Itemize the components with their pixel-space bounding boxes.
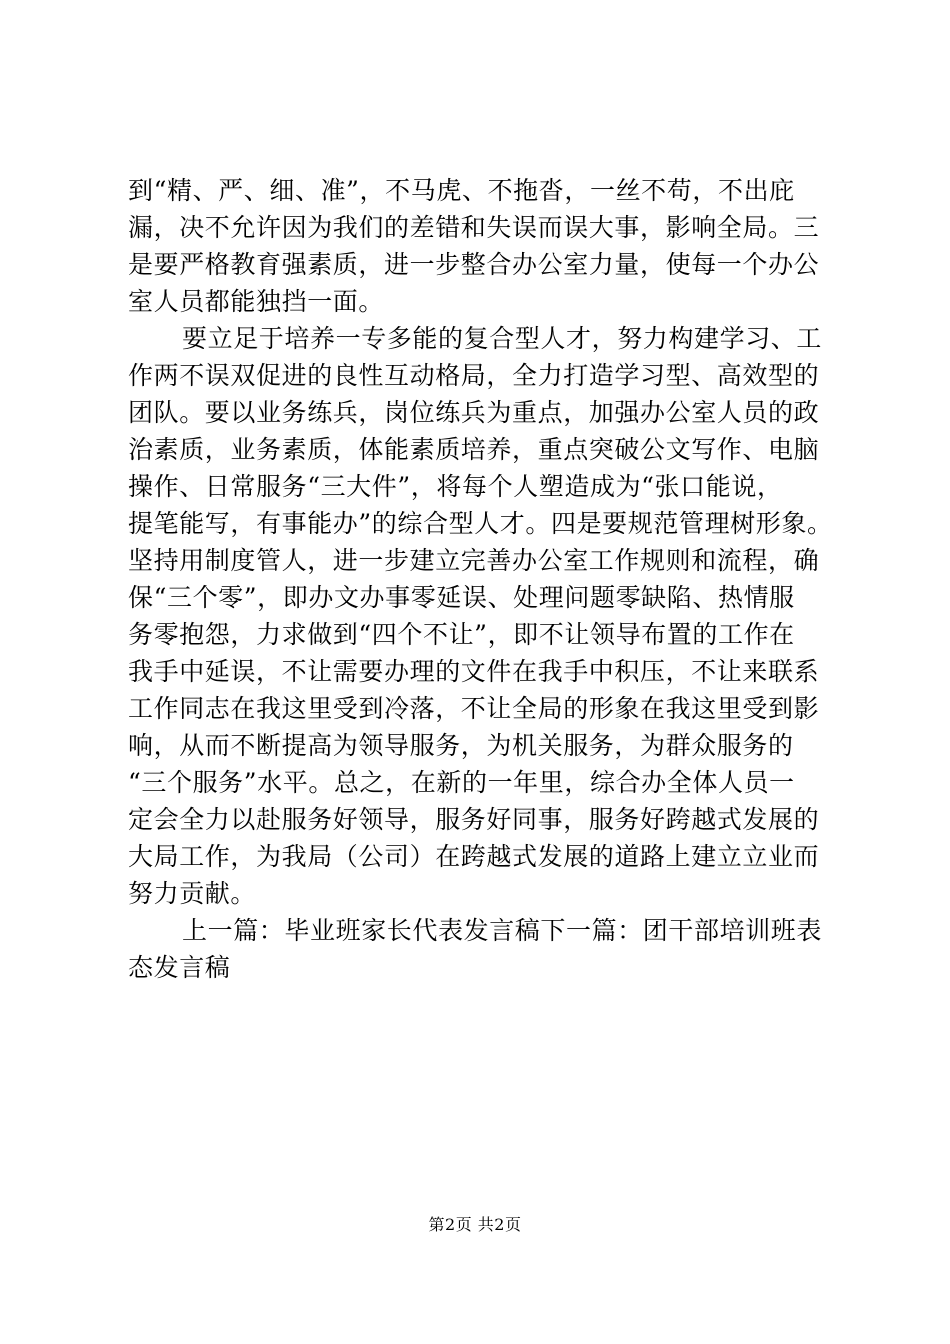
- page-footer: 第2页 共2页: [428, 1215, 522, 1234]
- related-links-line: 态发言稿: [128, 953, 231, 982]
- text-line: 定会全力以赴服务好领导，服务好同事，服务好跨越式发展的: [128, 805, 820, 834]
- text-line: 保“三个零”，即办文办事零延误、处理问题零缺陷、热情服: [128, 583, 795, 612]
- text-line: 室人员都能独挡一面。: [128, 287, 385, 316]
- text-line: 坚持用制度管人，进一步建立完善办公室工作规则和流程，确: [128, 546, 820, 575]
- text-line: 响，从而不断提高为领导服务，为机关服务，为群众服务的: [128, 731, 794, 760]
- text-line: 努力贡献。: [128, 879, 257, 908]
- text-line: 漏，决不允许因为我们的差错和失误而误大事，影响全局。三: [128, 213, 820, 242]
- text-line: 要立足于培养一专多能的复合型人才，努力构建学习、工: [182, 324, 823, 353]
- text-line: 操作、日常服务“三大件”，将每个人塑造成为“张口能说，: [128, 472, 783, 501]
- text-line: 提笔能写，有事能办”的综合型人才。四是要规范管理树形象。: [128, 509, 833, 538]
- text-line: 大局工作，为我局（公司）在跨越式发展的道路上建立立业而: [128, 842, 820, 871]
- document-body: [128, 172, 848, 986]
- text-line: 作两不误双促进的良性互动格局，全力打造学习型、高效型的: [128, 361, 820, 390]
- text-line: 务零抱怨，力求做到“四个不让”，即不让领导布置的工作在: [128, 620, 795, 649]
- text-line: “三个服务”水平。总之，在新的一年里，综合办全体人员一: [128, 768, 795, 797]
- text-line: 我手中延误，不让需要办理的文件在我手中积压，不让来联系: [128, 657, 820, 686]
- related-links-line: 上一篇：毕业班家长代表发言稿下一篇：团干部培训班表: [182, 916, 823, 945]
- text-line: 是要严格教育强素质，进一步整合办公室力量，使每一个办公: [128, 250, 820, 279]
- text-line: 治素质，业务素质，体能素质培养，重点突破公文写作、电脑: [128, 435, 820, 464]
- text-line: 团队。要以业务练兵，岗位练兵为重点，加强办公室人员的政: [128, 398, 820, 427]
- text-line: 到“精、严、细、准”，不马虎、不拖沓，一丝不苟，不出庇: [128, 176, 795, 205]
- text-line: 工作同志在我这里受到冷落，不让全局的形象在我这里受到影: [128, 694, 820, 723]
